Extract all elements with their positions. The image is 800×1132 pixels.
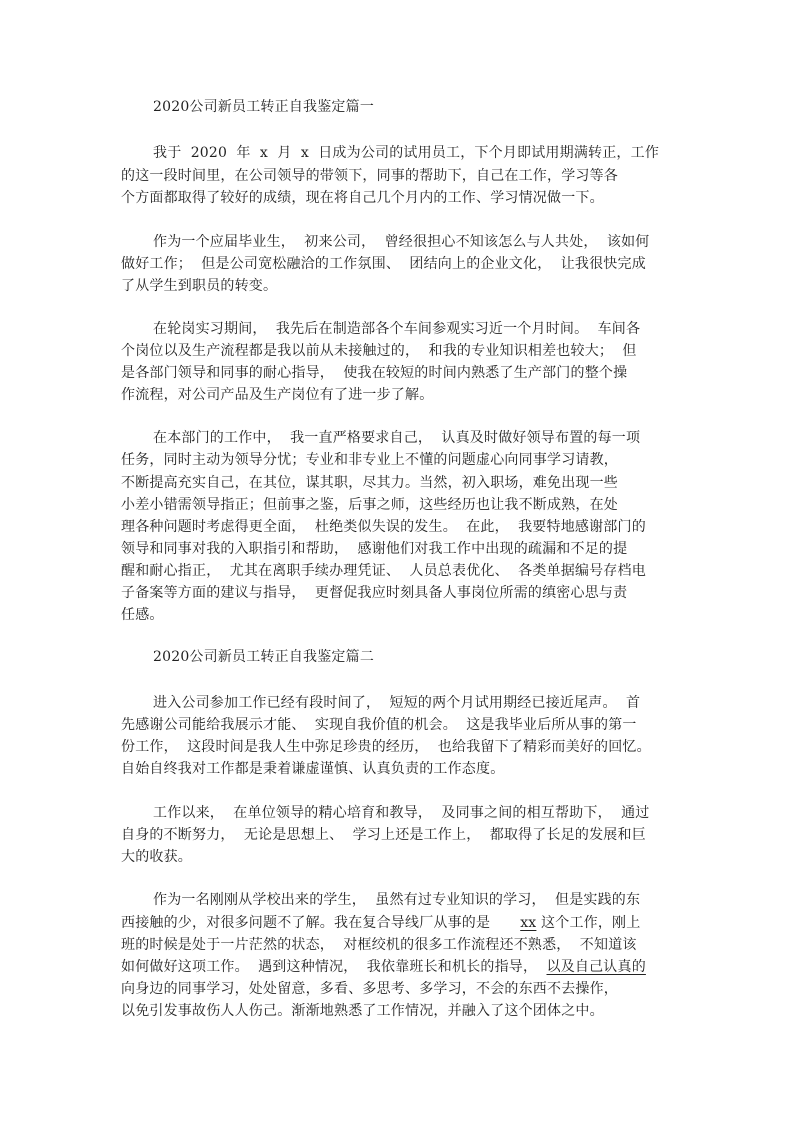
text-line: 在轮岗实习期间， 我先后在制造部各个车间参观实习近一个月时间。 车间各 (153, 321, 641, 337)
text-segment: 西接触的少，对很多问题不了解。我在复合导线厂从事的是 (121, 915, 491, 931)
text-line: 不断提高充实自己，在其位，谋其职，尽其力。当然，初入职场，难免出现一些 (121, 475, 618, 491)
text-line: 任务，同时主动为领导分忧；专业和非专业上不懂的问题虚心向同事学习请教， (121, 452, 618, 468)
text-line: 班的时候是处于一片茫然的状态， 对框绞机的很多工作流程还不熟悉， 不知道该 (121, 937, 637, 953)
underlined-placeholder: xx (520, 915, 537, 931)
section-heading-2: 2020公司新员工转正自我鉴定篇二 (153, 649, 375, 665)
text-line: 工作以来， 在单位领导的精心培育和教导， 及同事之间的相互帮助下， 通过 (153, 805, 650, 821)
section-heading-1: 2020公司新员工转正自我鉴定篇一 (153, 99, 375, 115)
text-line: 自身的不断努力， 无论是思想上、 学习上还是工作上， 都取得了长足的发展和巨 (121, 827, 646, 843)
text-line: 大的收获。 (121, 849, 192, 865)
text-line: 任感。 (121, 607, 164, 623)
text-line: 作为一个应届毕业生， 初来公司， 曾经很担心不知该怎么与人共处， 该如何 (153, 234, 650, 250)
text-line: 作为一名刚刚从学校出来的学生， 虽然有过专业知识的学习， 但是实践的东 (153, 892, 641, 908)
text-line: 做好工作； 但是公司宽松融洽的工作氛围、 团结向上的企业文化， 让我很快完成 (121, 256, 646, 272)
text-line: 进入公司参加工作已经有段时间了， 短短的两个月试用期经已接近尾声。 首 (153, 695, 641, 711)
text-line: 份工作， 这段时间是我人生中弥足珍贵的经历， 也给我留下了精彩而美好的回忆。 (121, 739, 651, 755)
text-segment: 如何做好这项工作。 遇到这种情况， 我依靠班长和机长的指导， (121, 959, 547, 975)
text-line: 自始自终我对工作都是秉着谦虚谨慎、认真负责的工作态度。 (121, 761, 505, 777)
text-segment: 这个工作，刚上 (536, 915, 641, 931)
text-line: 子备案等方面的建议与指导， 更督促我应时刻具备人事岗位所需的缜密心思与责 (121, 585, 628, 601)
text-line (121, 957, 646, 977)
text-line: 了从学生到职员的转变。 (121, 278, 278, 294)
text-line: 我于 2020 年 x 月 x 日成为公司的试用员工，下个月即试用期满转正，工作 (153, 145, 660, 161)
text-line: 醒和耐心指正， 尤其在离职手续办理凭证、 人员总表优化、 各类单据编号存档电 (121, 563, 646, 579)
text-line: 先感谢公司能给我展示才能、 实现自我价值的机会。 这是我毕业后所从事的第一 (121, 717, 637, 733)
text-line: 小差小错需领导指正；但前事之鉴，后事之师，这些经历也让我不断成熟，在处 (121, 497, 618, 513)
text-line: 领导和同事对我的入职指引和帮助， 感谢他们对我工作中出现的疏漏和不足的提 (121, 541, 628, 557)
text-line (121, 913, 640, 933)
text-line: 在本部门的工作中， 我一直严格要求自己， 认真及时做好领导布置的每一项 (153, 430, 641, 446)
text-line: 向身边的同事学习，处处留意，多看、多思考、多学习，不会的东西不去操作， (121, 981, 618, 997)
text-line: 理各种问题时考虑得更全面， 杜绝类似失误的发生。 在此， 我要特地感谢部门的 (121, 519, 646, 535)
text-line: 是各部门领导和同事的耐心指导， 使我在较短的时间内熟悉了生产部门的整个操 (121, 365, 628, 381)
text-line: 个方面都取得了较好的成绩，现在将自己几个月内的工作、学习情况做一下。 (121, 190, 604, 206)
underlined-text: 以及自己认真的 (546, 959, 646, 975)
text-line: 个岗位以及生产流程都是我以前从未接触过的， 和我的专业知识相差也较大； 但 (121, 343, 637, 359)
text-line: 的这一段时间里，在公司领导的带领下，同事的帮助下，自己在工作，学习等各 (121, 168, 618, 184)
text-line: 以免引发事故伤人人伤己。渐渐地熟悉了工作情况，并融入了这个团体之中。 (121, 1003, 604, 1019)
text-line: 作流程，对公司产品及生产岗位有了进一步了解。 (121, 387, 434, 403)
